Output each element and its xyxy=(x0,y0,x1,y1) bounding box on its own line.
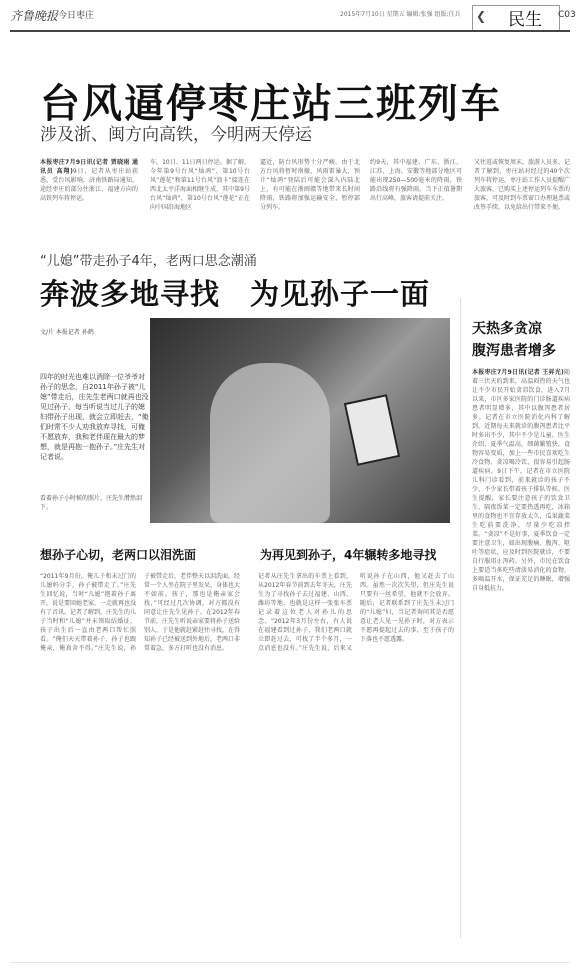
main-column-text: 逼近，防台风形势十分严峻。由于北方台风将暂时南撤，风雨雷暴大，预计“灿鸿”登陆后可能会深入内陆北上，有可能在浙闽赣等地带来长时间降雨，铁路将加强运输安全，暂停部分列车。 xyxy=(260,159,360,211)
section-heading: 想孙子心切，老两口以泪洗面 xyxy=(40,548,197,562)
feature-headline: 奔波多地寻找 为见孙子一面 xyxy=(40,277,431,311)
main-subheadline: 涉及浙、闽方向高铁，今明两天停运 xyxy=(40,125,312,145)
feature-photo xyxy=(150,318,450,523)
side-headline xyxy=(472,318,556,362)
side-body xyxy=(472,368,570,690)
main-column-5 xyxy=(474,158,570,230)
main-column-text: 车，10日、11日两日停运。据了解，今年第9号台风“灿鸿”、第10号台风“莲花”和第11号台风“浪卡”接连在西北太平洋海面相继生成，其中第9号台风“灿鸿”，第10号台风“莲花”正在向中国沿海地区 xyxy=(150,159,250,211)
newspaper-logo: 齐鲁晚报 xyxy=(10,9,59,23)
main-column-text: 约9天，其中福建、广东、浙江、江苏、上海、安徽等地部分地区可能出现250—500毫米的降雨，铁路沿线将有强降雨。当下正值暑期出行高峰，旅客请提前关注。 xyxy=(370,159,462,202)
section-heading: 为再见到孙子，4年辗转多地寻找 xyxy=(260,548,437,562)
feature-byline: 文/片 本报记者 孙鹤 xyxy=(40,329,94,336)
side-headline-line: 天热多贪凉 xyxy=(472,321,542,337)
main-column-2 xyxy=(150,158,250,230)
issue-meta: 2015年7月10日 星期五 编辑:张强 组版:任兵 xyxy=(340,11,461,18)
page-header xyxy=(0,0,580,28)
pull-quote: 四年的时光也难以消除一位爷爷对孙子的思念，自2011年孙子被“儿媳”带走后，庄先生老两口就再也没见过孙子，每当听说当过儿子的媳妇带孙子出现，就会立即赶去，“俺们时常不少人劝我放弃寻找，可俺不愿放弃，我和老伴现在最大的梦想，就是再抱一抱孙子。”庄先生对记者说。 xyxy=(40,373,149,461)
main-column-3 xyxy=(260,158,360,230)
edition-name: 今日枣庄 xyxy=(58,11,95,21)
photo-person-silhouette xyxy=(210,363,330,523)
chevron-left-icon: ❮ xyxy=(476,9,487,23)
side-headline-line: 腹泻患者增多 xyxy=(472,343,556,359)
page-number: C03 xyxy=(558,10,576,20)
main-column-text: 9日，记者从枣庄站获悉，受台风影响，济南铁路局通知，途经枣庄的部分往浙江、福建方向的高铁列车将停运。 xyxy=(40,168,138,202)
photo-caption: 看着孙子小时候的照片，庄先生潸然泪下。 xyxy=(40,495,143,511)
main-column-text: 又往返或恢复周末，旅游人员多，记者了解到，枣庄站对经过的40个次列车将停运，枣庄站工作人员提醒广大旅客，已购买上述停运列车车票的旅客，可及时到车票窗口办理退票或改签手续，以免给出行带来不便。 xyxy=(474,159,570,211)
section-body: “2011年9月份，俺儿子和未过门的儿媳妈分手，孙子被带走了。”庄先生回忆说，当时“儿媳”抱着孙子离开，说是要回她老家，一走就再也没有了音讯。记者了解到，庄先生的儿子当时和“儿媳”并未领取结婚证，孩子出生后一直由老两口帮忙照看。“俺们天天带着孙子，孙子也跟俺亲，俺真舍不得。”庄先生说，孙子被带走后，老伴整天以泪洗面，经常一个人坐在院子里发呆，身体也大不如前。孩子，那也是俺亲家会找，”可经过几次协调，对方都没有同意让庄先生见孙子。在2012年春节前，庄先生听说亲家要将孙子送给别人，于是他就赶紧赶往寻找，在得知孙子已经被送到外地后，老两口非常着急，多方打听也没有消息。 xyxy=(40,573,240,652)
header-rule xyxy=(10,30,570,32)
page-footer-rule xyxy=(10,962,570,963)
photo-phone xyxy=(344,394,400,466)
main-column-4 xyxy=(370,158,462,230)
column-divider xyxy=(460,298,461,938)
feature-kicker: “儿媳”带走孙子4年，老两口思念潮涌 xyxy=(40,254,257,269)
section-body: 记者从庄先生拿出的车票上看到，从2012年春节前到去年冬天，庄先生为了寻找孙子去过福建、山西、潍坊等地，也就是这样一张张车票记录着这位老人对孙儿的思念。“2012年3月份左右，有人说在福建看到过孙子，我们老两口就立即赶过去，可找了半个多月，一点消息也没有。”庄先生说，后来又听说孙子在山西，他又赶去了山西。虽然一次次失望，但庄先生说只要有一丝希望，他就不会放弃。随后，记者联系到了庄先生未过门的“儿媳”妇，当记者询问其是否愿意让老人见一见孙子时，对方表示不愿再提起过去的事，至于孩子的下落也不愿透露。 xyxy=(258,573,454,652)
main-headline: 台风逼停枣庄站三班列车 xyxy=(40,81,502,127)
main-lead: 本报枣庄7月9日讯(记者 贾晓雨 通讯员 高翔) xyxy=(40,159,138,175)
side-lead: 本报枣庄7月9日讯(记者 王昇光) xyxy=(472,369,564,376)
main-column-1 xyxy=(40,158,138,230)
section-name: 民生 xyxy=(508,10,542,30)
side-text: 随着三伏天的到来，高温闷热的天气也让不少市民开始贪凉饮食，进入7月以来，市区多家医院的门诊肠道疾病患者明显增多，其中以腹泻患者居多。记者在市立医院消化内科了解到，近期每天来就诊的腹泻患者比平时多出不少，其中不少是儿童。医生介绍，夏季气温高，细菌繁殖快，食物容易变质，加上一些市民喜欢吃生冷食物、贪凉喝冷饮，很容易引起肠道疾病。9日下午，记者在市立医院儿科门诊看到，前来就诊的孩子不少，不少家长带着孩子排队等候。医生提醒，家长要注意孩子的饮食卫生，隔夜饭菜一定要热透再吃，冰箱里的食物也不宜存放太久，瓜果蔬菜生吃前要洗净，尽量少吃凉拌菜。“贪凉”不是好事，夏季饮食一定要注意卫生，如出现腹痛、腹泻、呕吐等症状，应及时到医院就诊，不要自行服用止泻药。另外，市民在饮食上要适当多吃些清淡易消化的食物，多喝温开水，保证充足的睡眠，增强自身抵抗力。 xyxy=(472,369,570,592)
